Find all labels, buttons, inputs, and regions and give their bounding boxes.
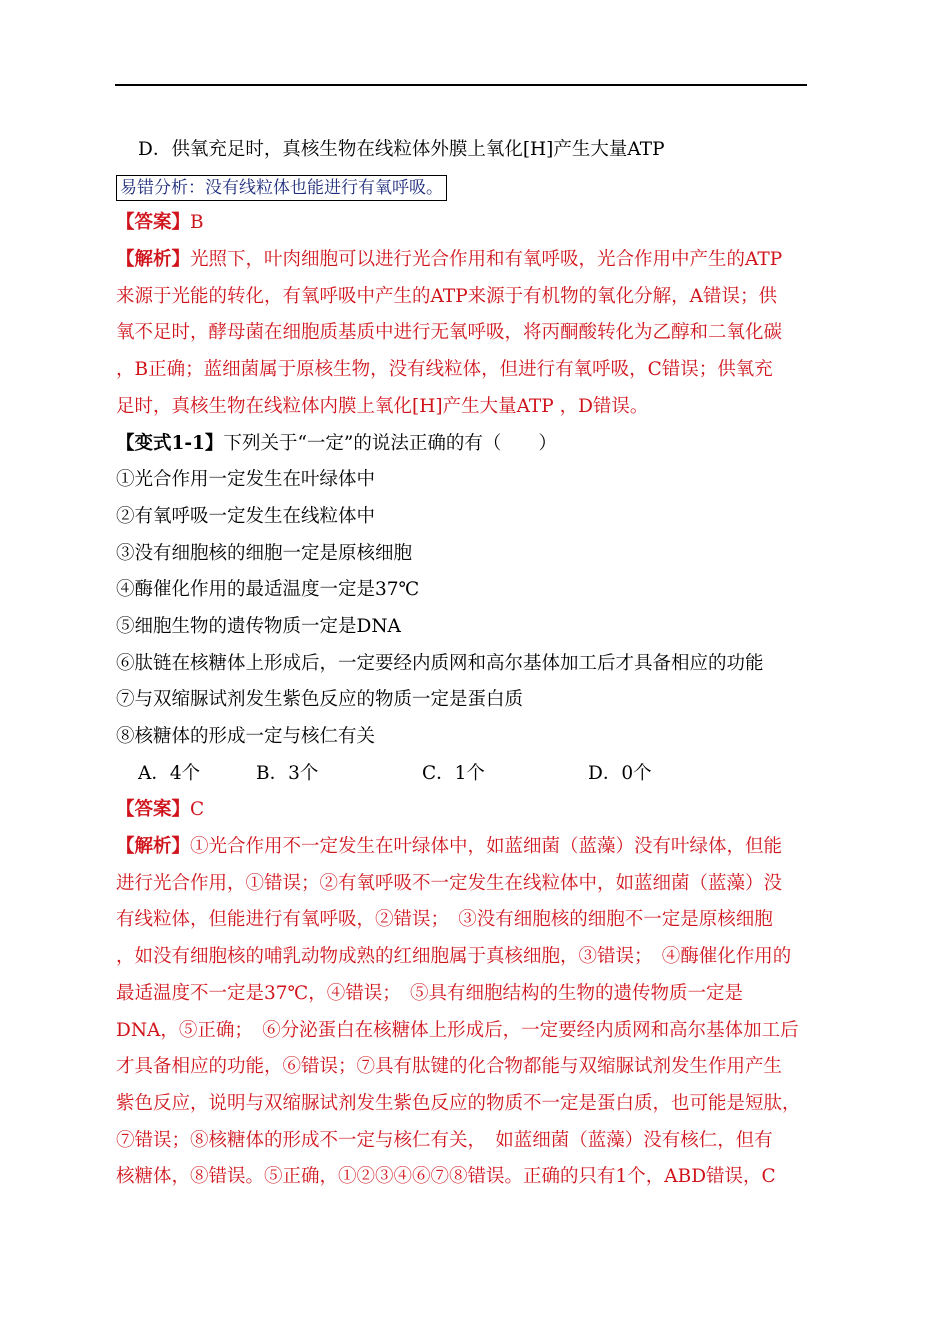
analysis-line [116, 829, 816, 866]
document-body [116, 132, 816, 1196]
choice-c: C．1个 [422, 762, 485, 784]
choice-b: B．3个 [256, 762, 319, 784]
choice-d: D．0个 [588, 762, 652, 784]
choice-options [116, 756, 816, 793]
statement-item: ①光合作用一定发生在叶绿体中 [116, 469, 376, 491]
analysis-line: 核糖体，⑧错误。⑤正确，①②③④⑥⑦⑧错误。正确的只有1个，ABD错误，C [116, 1166, 776, 1188]
tip-container [116, 169, 816, 206]
analysis-line: 来源于光能的转化，有氧呼吸中产生的ATP来源于有机物的氧化分解，A错误；供 [116, 285, 777, 307]
analysis-line: 紫色反应，说明与双缩脲试剂发生紫色反应的物质不一定是蛋白质，也可能是短肽， [116, 1092, 801, 1114]
analysis-line: DNA，⑤正确； ⑥分泌蛋白在核糖体上形成后，一定要经内质网和高尔基体加工后 [116, 1019, 799, 1041]
choice-a: A．4个 [138, 762, 201, 784]
analysis-text: ①光合作用不一定发生在叶绿体中，如蓝细菌（蓝藻）没有叶绿体，但能 [190, 836, 783, 858]
analysis-line: ，如没有细胞核的哺乳动物成熟的红细胞属于真核细胞，③错误； ④酶催化作用的 [116, 946, 792, 968]
analysis-text: 光照下，叶肉细胞可以进行光合作用和有氧呼吸，光合作用中产生的ATP [190, 249, 783, 271]
analysis-line [116, 242, 816, 279]
answer-tag: 【答案】 [116, 799, 191, 821]
header-rule [115, 84, 807, 86]
answer-line-2 [116, 792, 816, 829]
analysis-tag: 【解析】 [116, 836, 191, 858]
variant-tag: 【变式1-1】 [116, 432, 224, 454]
statement-item: ③没有细胞核的细胞一定是原核细胞 [116, 542, 413, 564]
analysis-line: 足时，真核生物在线粒体内膜上氧化[H]产生大量ATP ，D错误。 [116, 395, 649, 417]
answer-value: B [190, 212, 204, 234]
analysis-line: 氧不足时，酵母菌在细胞质基质中进行无氧呼吸，将丙酮酸转化为乙醇和二氧化碳 [116, 322, 783, 344]
error-analysis-tip: 易错分析：没有线粒体也能进行有氧呼吸。 [116, 175, 447, 201]
option-d: D．供氧充足时，真核生物在线粒体外膜上氧化[H]产生大量ATP [138, 139, 665, 160]
answer-line-1 [116, 205, 816, 242]
analysis-line: ⑦错误；⑧核糖体的形成不一定与核仁有关， 如蓝细菌（蓝藻）没有核仁，但有 [116, 1129, 773, 1151]
analysis-line: ，B正确；蓝细菌属于原核生物，没有线粒体，但进行有氧呼吸，C错误；供氧充 [116, 359, 773, 381]
analysis-line: 有线粒体，但能进行有氧呼吸，②错误； ③没有细胞核的细胞不一定是原核细胞 [116, 909, 773, 931]
answer-tag: 【答案】 [116, 212, 191, 234]
analysis-line: 最适温度不一定是37℃，④错误； ⑤具有细胞结构的生物的遗传物质一定是 [116, 982, 743, 1004]
statement-item: ⑧核糖体的形成一定与核仁有关 [116, 726, 376, 747]
statement-item: ②有氧呼吸一定发生在线粒体中 [116, 505, 376, 527]
statement-item: ⑤细胞生物的遗传物质一定是DNA [116, 615, 401, 637]
analysis-line: 才具备相应的功能，⑥错误；⑦具有肽键的化合物都能与双缩脲试剂发生作用产生 [116, 1056, 783, 1078]
answer-value: C [190, 799, 205, 821]
variant-question: 下列关于“一定”的说法正确的有（ ） [223, 432, 557, 454]
statement-item: ④酶催化作用的最适温度一定是37℃ [116, 579, 420, 601]
analysis-line: 进行光合作用，①错误；②有氧呼吸不一定发生在线粒体中，如蓝细菌（蓝藻）没 [116, 872, 783, 894]
variant-stem [116, 426, 816, 463]
analysis-tag: 【解析】 [116, 249, 191, 271]
statement-item: ⑦与双缩脲试剂发生紫色反应的物质一定是蛋白质 [116, 689, 524, 711]
statement-item: ⑥肽链在核糖体上形成后，一定要经内质网和高尔基体加工后才具备相应的功能 [116, 652, 764, 674]
